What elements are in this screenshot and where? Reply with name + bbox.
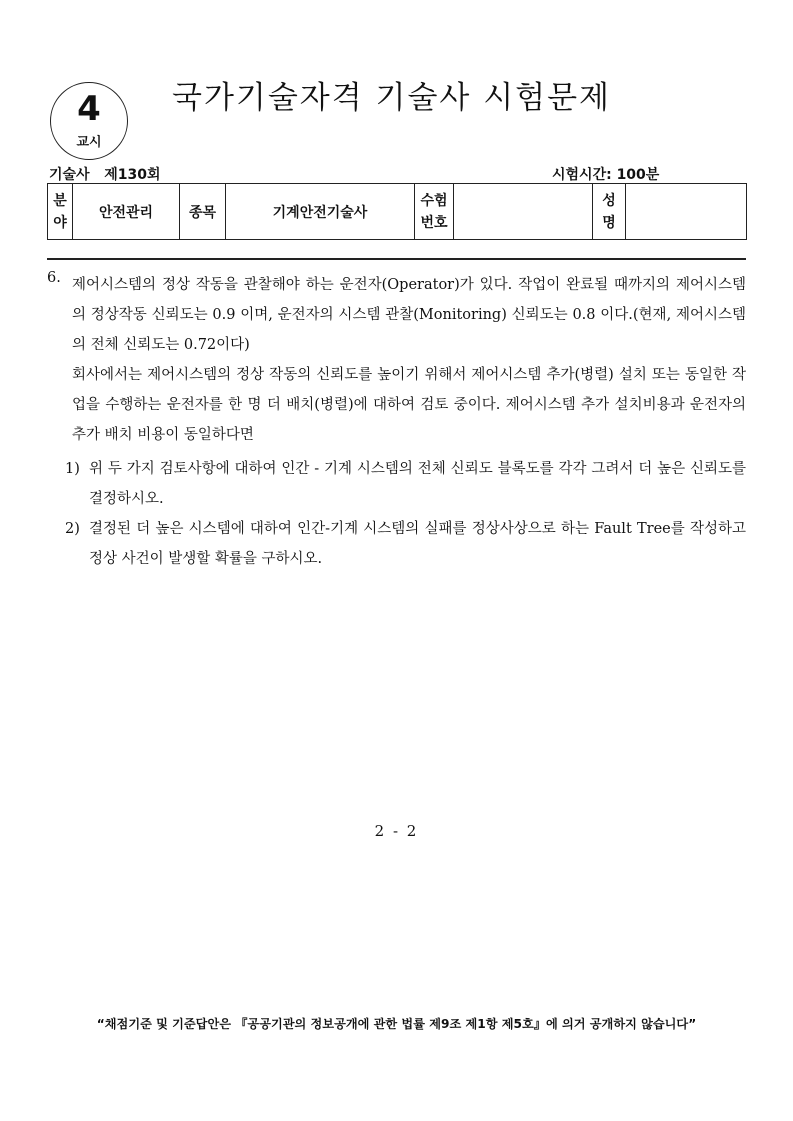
exam-info-table [47, 183, 747, 240]
field-value: 안전관리 [73, 184, 180, 240]
question-paragraph-2: 회사에서는 제어시스템의 정상 작동의 신뢰도를 높이기 위해서 제어시스템 추가(병렬) 설치 또는 동일한 작업을 수행하는 운전자를 한 명 더 배치(병렬)에 대하여 검토 중이다. 제어시스템 추가 설치비용과 운전자의 추가 배치 비용이 동일하다면 [72, 367, 746, 443]
sub-question-list [47, 454, 746, 574]
question-body [47, 270, 746, 574]
page-number: 2 - 2 [374, 822, 419, 840]
field-label-top: 분 [53, 192, 67, 209]
divider-line [47, 258, 746, 260]
question-paragraph-1: 제어시스템의 정상 작동을 관찰해야 하는 운전자(Operator)가 있다. 작업이 완료될 때까지의 제어시스템의 정상작동 신뢰도는 0.9 이며, 운전자의 시스템 관찰(Monitoring) 신뢰도는 0.8 이다.(현재, 제어시스템의 전체 신뢰도는 0.72이다) [72, 277, 746, 353]
footer-notice: “채점기준 및 기준답안은 『공공기관의 정보공개에 관한 법률 제9조 제1항 제5호』에 의거 공개하지 않습니다” [96, 1017, 697, 1031]
page-title: 국가기술자격 기술사 시험문제 [172, 80, 612, 116]
category-value: 기계안전기술사 [226, 184, 415, 240]
name-label-top: 성 [602, 192, 616, 209]
period-number: 4 [77, 89, 101, 129]
name-label-cell [593, 184, 626, 240]
field-label-cell [48, 184, 73, 240]
sub-question-2 [65, 514, 746, 574]
name-field[interactable] [626, 184, 747, 240]
name-label-bottom: 명 [602, 214, 616, 231]
exam-no-label-top: 수험 [420, 192, 448, 209]
sub-question-text: 위 두 가지 검토사항에 대하여 인간 - 기계 시스템의 전체 신뢰도 블록도를 각각 그려서 더 높은 신뢰도를 결정하시오. [89, 461, 746, 507]
sub-question-text: 결정된 더 높은 시스템에 대하여 인간-기계 시스템의 실패를 정상사상으로 하는 Fault Tree를 작성하고 정상 사건이 발생할 확률을 구하시오. [89, 521, 746, 567]
period-label: 교시 [76, 135, 102, 150]
exam-round: 기술사 제130회 [49, 167, 161, 183]
sub-question-number: 2) [65, 521, 80, 537]
exam-time: 시험시간: 100분 [552, 167, 660, 183]
sub-question-1 [65, 454, 746, 514]
category-label: 종목 [180, 184, 226, 240]
exam-no-label-bottom: 번호 [420, 214, 448, 231]
exam-no-field[interactable] [454, 184, 593, 240]
field-label-bottom: 야 [53, 214, 67, 231]
period-badge [50, 82, 128, 160]
question-6 [47, 270, 746, 450]
exam-no-label-cell [415, 184, 454, 240]
sub-question-number: 1) [65, 461, 80, 477]
question-number: 6. [47, 270, 61, 286]
